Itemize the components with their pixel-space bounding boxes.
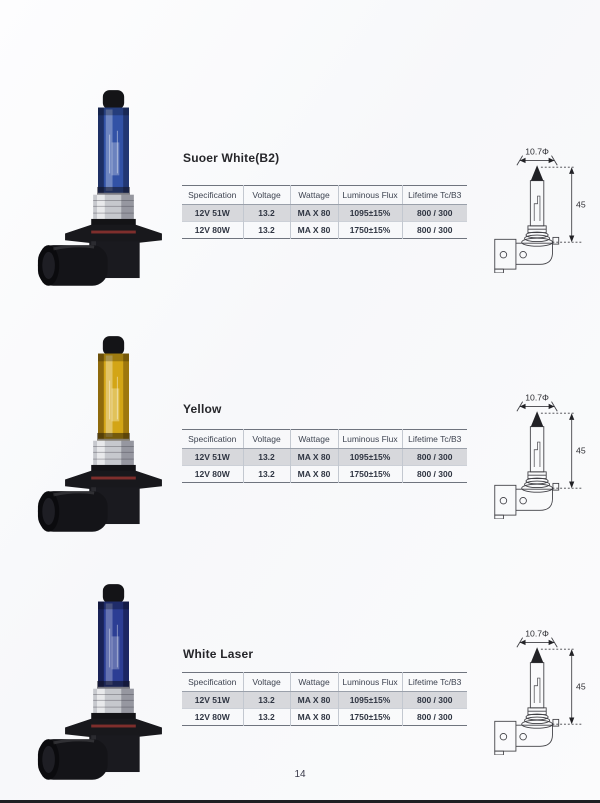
flange-outline	[522, 484, 553, 492]
diameter-dimension-label: 10.7Φ	[525, 628, 549, 639]
cell: 12V 80W	[182, 709, 243, 726]
col-header: Wattage	[290, 673, 338, 692]
connector-body	[38, 241, 140, 286]
table-header-row	[182, 186, 467, 205]
cell: 1095±15%	[338, 692, 402, 709]
connector-body	[38, 487, 140, 532]
o-ring	[91, 725, 136, 728]
glass-tube	[97, 108, 130, 197]
cell: 1750±15%	[338, 222, 402, 239]
bulb-photo-illustration	[36, 86, 191, 286]
col-header: Wattage	[290, 186, 338, 205]
cell: 12V 80W	[182, 222, 243, 239]
col-header: Specification	[182, 430, 243, 449]
cell: 13.2	[243, 709, 290, 726]
table-row	[182, 205, 467, 222]
col-header: Luminous Flux	[338, 186, 402, 205]
filament-outline	[534, 678, 540, 703]
col-header: Voltage	[243, 673, 290, 692]
o-ring	[91, 477, 136, 480]
cell: 800 / 300	[402, 466, 467, 483]
page-number: 14	[294, 769, 306, 780]
section-title: White Laser	[183, 647, 254, 661]
cell: 1750±15%	[338, 466, 402, 483]
technical-drawing	[489, 628, 589, 755]
glass-outline	[530, 427, 543, 472]
col-header: Lifetime Tc/B3	[402, 673, 467, 692]
cell: MA X 80	[290, 222, 338, 239]
section-title: Yellow	[183, 402, 222, 416]
cell: 13.2	[243, 466, 290, 483]
cell: 13.2	[243, 205, 290, 222]
col-header: Wattage	[290, 430, 338, 449]
cell: 1095±15%	[338, 205, 402, 222]
bulb-cap	[103, 336, 124, 355]
col-header: Lifetime Tc/B3	[402, 186, 467, 205]
glass-outline	[530, 663, 543, 708]
technical-drawing	[489, 146, 589, 273]
o-ring	[91, 231, 136, 234]
table-row	[182, 709, 467, 726]
table-row	[182, 466, 467, 483]
table-row	[182, 692, 467, 709]
cell: 800 / 300	[402, 449, 467, 466]
height-dimension-label: 45	[576, 199, 586, 210]
cell: 800 / 300	[402, 205, 467, 222]
bulb-photo-illustration	[36, 580, 191, 780]
spec-table	[182, 185, 467, 239]
cell: 12V 51W	[182, 205, 243, 222]
col-header: Specification	[182, 186, 243, 205]
filament	[112, 142, 120, 175]
bulb-cap	[103, 90, 124, 109]
diameter-dimension-label: 10.7Φ	[525, 146, 549, 157]
metal-collar	[93, 441, 134, 466]
col-header: Lifetime Tc/B3	[402, 430, 467, 449]
col-header: Voltage	[243, 430, 290, 449]
product-photo-super-white	[36, 86, 191, 286]
bracket-plate-outline	[495, 721, 516, 751]
product-photo-yellow	[36, 332, 191, 532]
cell: 12V 80W	[182, 466, 243, 483]
section-title: Suoer White(B2)	[183, 151, 280, 165]
metal-collar	[93, 195, 134, 220]
table-row	[182, 222, 467, 239]
cell: 12V 51W	[182, 692, 243, 709]
cell: MA X 80	[290, 692, 338, 709]
bulb-cap	[103, 584, 124, 603]
cell: 800 / 300	[402, 692, 467, 709]
bulb-photo-illustration	[36, 332, 191, 532]
col-header: Luminous Flux	[338, 430, 402, 449]
table-header-row	[182, 673, 467, 692]
glass-tube	[97, 354, 130, 443]
flange-outline	[522, 238, 553, 246]
table-header-row	[182, 430, 467, 449]
col-header: Specification	[182, 673, 243, 692]
cell: 13.2	[243, 449, 290, 466]
col-header: Luminous Flux	[338, 673, 402, 692]
cell: MA X 80	[290, 466, 338, 483]
base-flange	[65, 219, 162, 243]
cell: MA X 80	[290, 709, 338, 726]
technical-drawing	[489, 392, 589, 519]
spec-table	[182, 429, 467, 483]
cell: 13.2	[243, 692, 290, 709]
table-row	[182, 449, 467, 466]
metal-collar	[93, 689, 134, 714]
spec-table	[182, 672, 467, 726]
filament-outline	[534, 442, 540, 467]
filament	[112, 388, 120, 421]
glass-tube	[97, 602, 130, 691]
cell: 1095±15%	[338, 449, 402, 466]
cell: 1750±15%	[338, 709, 402, 726]
bracket-plate-outline	[495, 239, 516, 269]
col-header: Voltage	[243, 186, 290, 205]
cell: MA X 80	[290, 449, 338, 466]
diameter-dimension-label: 10.7Φ	[525, 392, 549, 403]
cell: MA X 80	[290, 205, 338, 222]
bracket-plate-outline	[495, 485, 516, 515]
cell: 12V 51W	[182, 449, 243, 466]
cell: 800 / 300	[402, 222, 467, 239]
product-photo-white-laser	[36, 580, 191, 780]
flange-outline	[522, 720, 553, 728]
filament	[112, 636, 120, 669]
height-dimension-label: 45	[576, 445, 586, 456]
cell: 13.2	[243, 222, 290, 239]
cell: 800 / 300	[402, 709, 467, 726]
base-flange	[65, 465, 162, 489]
base-flange	[65, 713, 162, 737]
filament-outline	[534, 196, 540, 221]
glass-outline	[530, 181, 543, 226]
height-dimension-label: 45	[576, 681, 586, 692]
